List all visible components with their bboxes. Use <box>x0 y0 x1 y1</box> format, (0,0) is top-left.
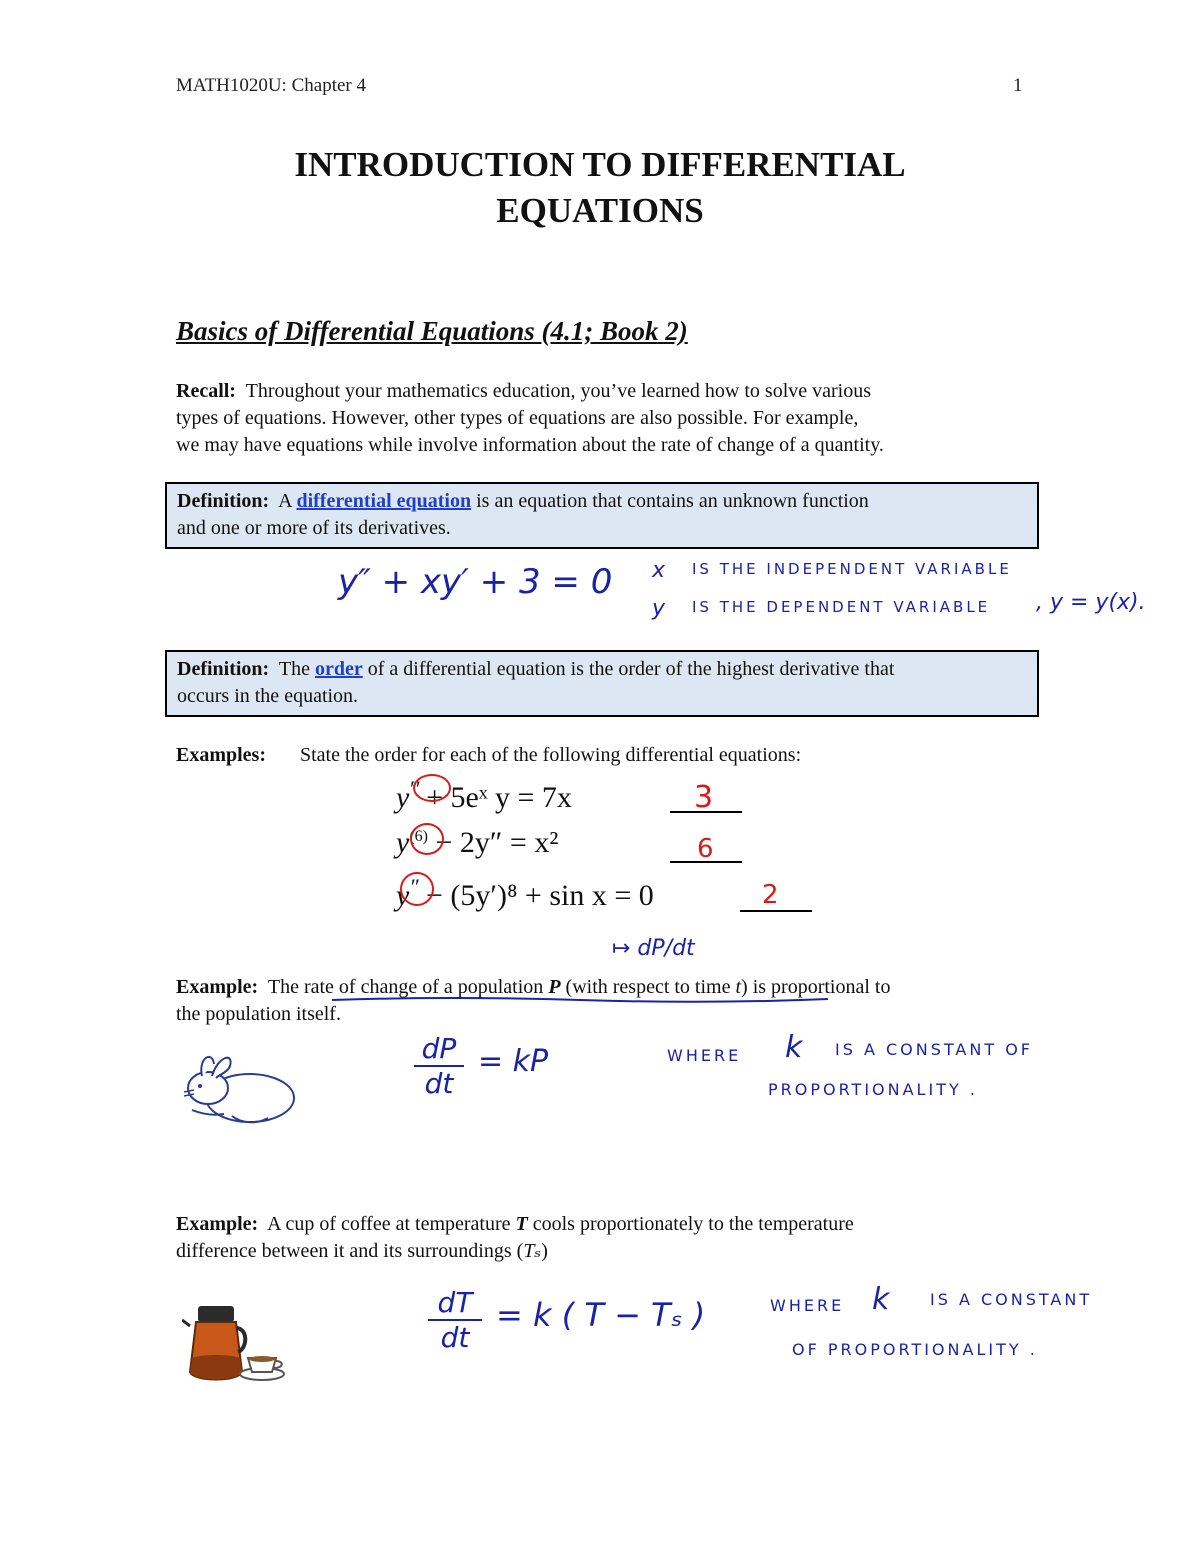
eq-rest: + 5eˣ y = 7x <box>426 781 572 814</box>
running-header: MATH1020U: Chapter 4 <box>176 75 366 96</box>
handwritten-k: k <box>785 1030 803 1065</box>
term-order[interactable]: order <box>314 658 363 680</box>
answer-line <box>740 910 812 912</box>
answer-1: 3 <box>694 780 714 815</box>
var-ts: Tₛ <box>523 1240 542 1262</box>
red-circle-mark <box>410 823 444 855</box>
handwritten-where: WHERE <box>770 1296 845 1315</box>
eq-derivative-mark: (6) <box>409 828 428 845</box>
example-text: cools proportionately to the temperature <box>532 1213 854 1235</box>
term-differential-equation[interactable]: differential equation <box>296 490 472 512</box>
fraction-numerator: dP <box>414 1032 464 1067</box>
handwritten-proportionality: PROPORTIONALITY . <box>768 1080 978 1099</box>
eq-y: y <box>396 826 410 859</box>
example-text: A cup of coffee at temperature <box>267 1213 511 1235</box>
handwritten-var-y: y <box>652 596 666 621</box>
rabbit-illustration <box>172 1046 304 1130</box>
definition-line2: and one or more of its derivatives. <box>177 517 451 539</box>
handwritten-k: k <box>872 1282 890 1317</box>
examples-instruction: State the order for each of the following differential equations: <box>300 744 802 766</box>
eq-rest: − 2y″ = x² <box>435 826 559 859</box>
handwritten-y-of-x: , y = y(x). <box>1036 590 1146 615</box>
eq-y: y <box>396 781 410 814</box>
page-title-line2: EQUATIONS <box>496 191 704 230</box>
example-label: Example: <box>176 1213 259 1235</box>
fraction-numerator: dT <box>428 1286 482 1321</box>
definition-label: Definition: <box>177 658 270 680</box>
answer-2: 6 <box>697 834 714 864</box>
definition-pre: The <box>278 658 310 680</box>
example-text: difference between it and its surroundings ( <box>176 1240 524 1262</box>
definition-line2: occurs in the equation. <box>177 685 359 707</box>
fraction-denominator: dt <box>440 1321 470 1354</box>
coffee-pot-illustration <box>182 1302 286 1392</box>
section-heading: Basics of Differential Equations (4.1; Book 2) <box>176 316 688 346</box>
var-t: T <box>515 1213 528 1235</box>
examples-intro <box>176 742 1036 769</box>
handwritten-constant-note: IS A CONSTANT <box>930 1290 1093 1309</box>
recall-label: Recall: <box>176 380 236 402</box>
handwritten-dp-dt <box>414 1032 464 1100</box>
recall-paragraph <box>176 378 1036 459</box>
handwritten-rhs: = k ( T − Tₛ ) <box>496 1296 706 1334</box>
var-p: P <box>548 976 561 998</box>
example-label: Example: <box>176 976 259 998</box>
example-equation-3 <box>396 874 654 913</box>
definition-post: is an equation that contains an unknown function <box>476 490 869 512</box>
recall-line1: Throughout your mathematics education, you’ve learned how to solve various <box>245 380 872 402</box>
red-circle-mark <box>413 774 451 802</box>
eq-derivative-mark: ‴ <box>409 776 419 801</box>
definition-box-order <box>165 650 1039 717</box>
eq-y: y <box>396 879 410 912</box>
example-text: The rate of change of a population <box>267 976 544 998</box>
definition-pre: A <box>278 490 292 512</box>
blue-underline-annotation <box>330 994 830 1004</box>
example-text: ) is proportional to <box>741 976 891 998</box>
definition-label: Definition: <box>177 490 270 512</box>
answer-3: 2 <box>762 880 779 910</box>
handwritten-where: WHERE <box>667 1046 742 1065</box>
handwritten-constant-note: IS A CONSTANT OF <box>835 1040 1033 1059</box>
handwritten-rhs: = kP <box>478 1044 549 1079</box>
example-line2: the population itself. <box>176 1003 341 1025</box>
handwritten-dt-dt <box>428 1286 482 1354</box>
example-text: ) <box>541 1240 548 1262</box>
handwritten-arrow-note: ↦ dP/dt <box>612 936 695 961</box>
recall-line2: types of equations. However, other types of equations are also possible. For example, <box>176 407 859 429</box>
handwritten-equation: y″ + xy′ + 3 = 0 <box>338 562 613 602</box>
handwritten-proportionality: OF PROPORTIONALITY . <box>792 1340 1038 1359</box>
eq-rest: − (5y′)⁸ + sin x = 0 <box>426 879 654 912</box>
handwritten-var-x: x <box>652 558 666 583</box>
var-t: t <box>735 976 742 998</box>
fraction-denominator: dt <box>424 1067 454 1100</box>
example-text: (with respect to time <box>565 976 731 998</box>
handwritten-dependent-note: IS THE DEPENDENT VARIABLE <box>692 598 991 616</box>
page-number: 1 <box>1013 75 1023 96</box>
definition-box-differential-equation <box>165 482 1039 549</box>
handwritten-independent-note: IS THE INDEPENDENT VARIABLE <box>692 560 1012 578</box>
page-title-line1: INTRODUCTION TO DIFFERENTIAL <box>294 145 906 184</box>
example-coffee-text <box>176 1211 1036 1265</box>
definition-post: of a differential equation is the order of the highest derivative that <box>367 658 895 680</box>
eq-derivative-mark: ″ <box>409 874 419 899</box>
examples-label: Examples: <box>176 744 266 766</box>
recall-line3: we may have equations while involve information about the rate of change of a quantity. <box>176 434 884 456</box>
red-circle-mark <box>400 872 434 906</box>
